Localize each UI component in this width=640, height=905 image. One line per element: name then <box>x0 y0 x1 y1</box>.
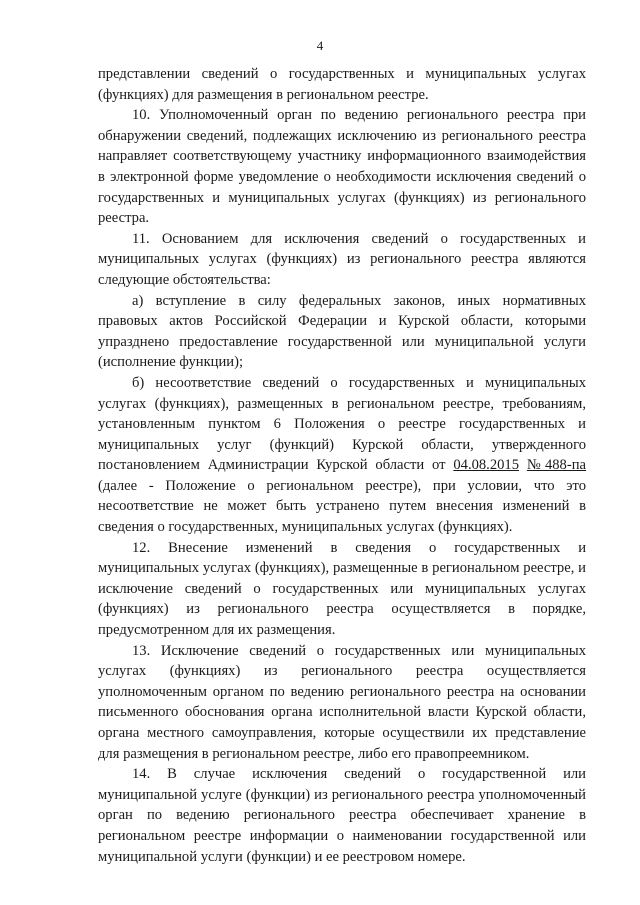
paragraph-11-b <box>98 373 586 538</box>
paragraph-11-a: а) вступление в силу федеральных законов, иных нормативных правовых актов Российской Федерации и Курской области, которыми упразднено предоставление государственной или муниципальной услуги (исполнение функции); <box>98 292 586 371</box>
page-number: 4 <box>316 38 324 53</box>
paragraph-12: 12. Внесение изменений в сведения о государственных и муниципальных услугах (функциях), размещенные в региональном реестре, и исключение сведений о государственных или муниципальных услугах (функциях) из регионального реестра осуществляется в порядке, предусмотренном для их размещения. <box>98 539 586 639</box>
paragraph-11-b-text-start: б) несоответствие сведений о государственных и муниципальных услугах (функциях), размещенных в региональном реестре, требованиям, установленным пунктом 6 Положения о реестре государственных и муниципальных услуг (функций) Курской области, утвержденного постановлением Администрации Курской области от <box>98 374 586 474</box>
resolution-date: 04.08.2015 <box>453 457 520 474</box>
paragraph-13: 13. Исключение сведений о государственных или муниципальных услугах (функциях) из регионального реестра осуществляется уполномоченным органом по ведению регионального реестра на основании письменного обоснования органа исполнительной власти Курской области, органа местного самоуправления, которые осуществили их представление для размещения в региональном реестре, либо его правопреемником. <box>98 642 586 762</box>
paragraph-10: 10. Уполномоченный орган по ведению регионального реестра при обнаружении сведений, подлежащих исключению из регионального реестра направляет соответствующему участнику информационного взаимодействия в электронной форме уведомление о необходимости исключения сведений о государственных и муниципальных услугах (функциях) из регионального реестра. <box>98 107 586 227</box>
resolution-number: №488-па <box>526 457 587 474</box>
paragraph-11: 11. Основанием для исключения сведений о государственных и муниципальных услугах (функциях) из регионального реестра являются следующие обстоятельства: <box>98 230 586 288</box>
paragraph-continuation: представлении сведений о государственных и муниципальных услугах (функциях) для размещения в региональном реестре. <box>98 66 586 103</box>
paragraph-11-b-text-end: (далее - Положение о региональном реестре), при условии, что это несоответствие не может быть устранено путем внесения изменений в сведения о государственных, муниципальных услугах (функциях). <box>98 477 586 536</box>
paragraph-14: 14. В случае исключения сведений о государственной или муниципальной услуге (функции) из регионального реестра уполномоченный орган по ведению регионального реестра обеспечивает хранение в региональном реестре информации о наименовании государственной или муниципальной услуги (функции) и ее реестровом номере. <box>98 766 586 865</box>
document-body <box>98 64 586 867</box>
